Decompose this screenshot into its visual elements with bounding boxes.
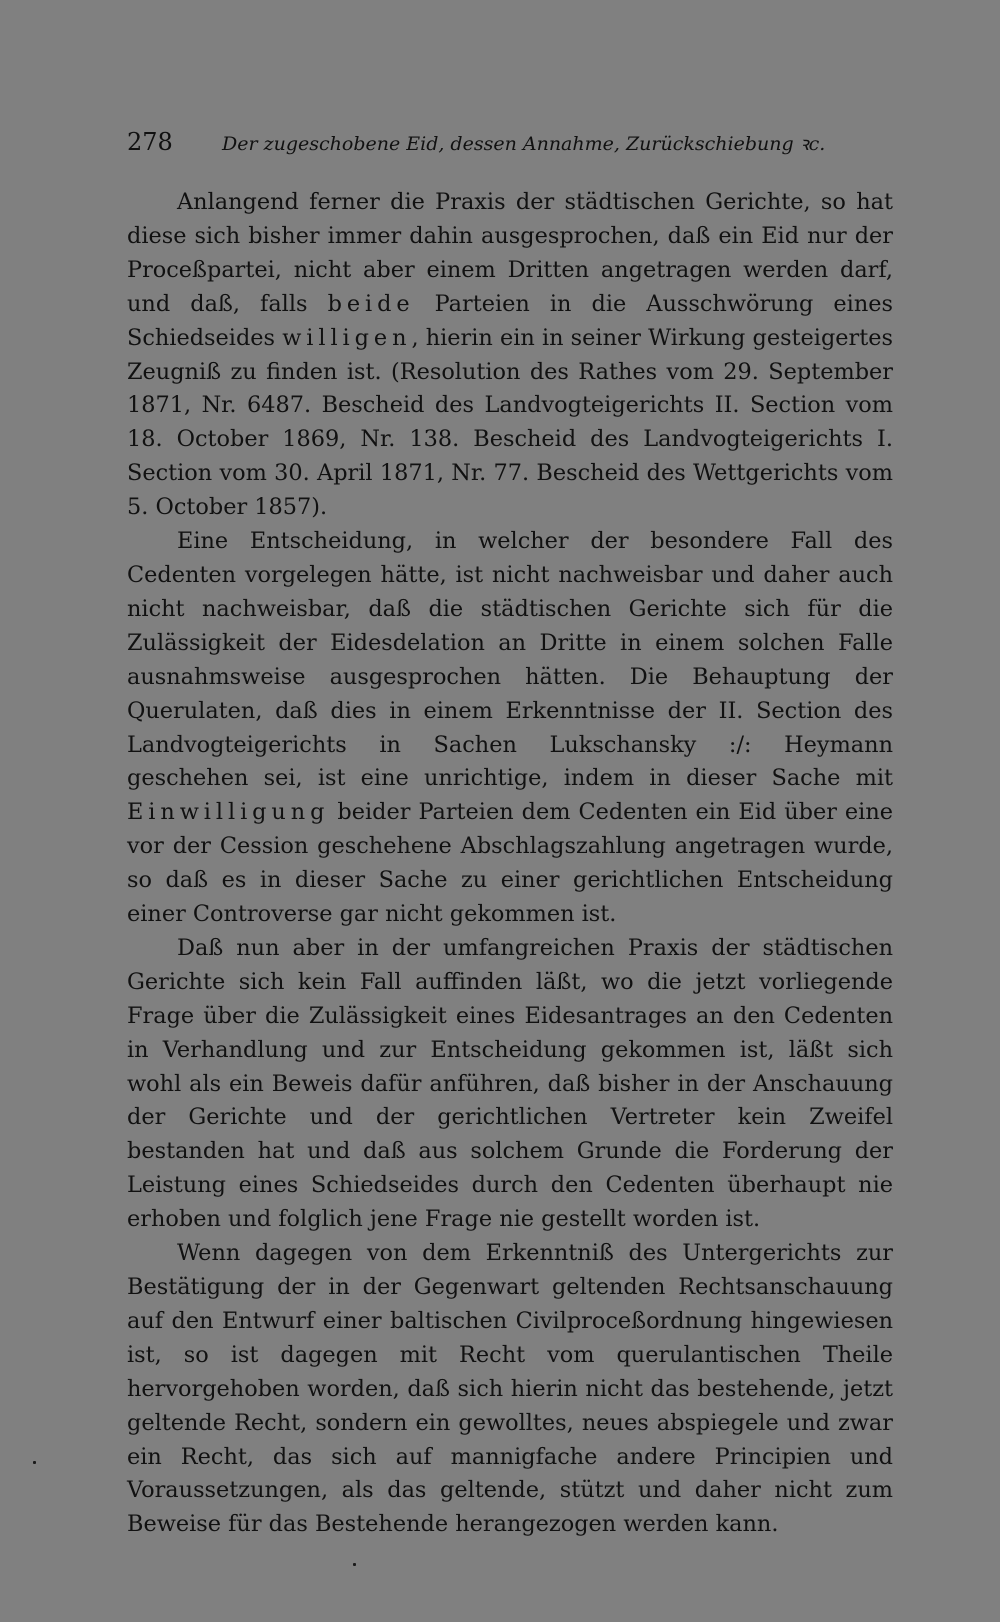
paragraph-4: Wenn dagegen von dem Erkenntniß des Untergerichts zur Bestätigung der in der Gegenwart geltenden Rechtsanschauung auf den Entwurf einer baltischen Civilproceßordnung hingewiesen ist, so ist dagegen mit Recht vom querulantischen Theile hervorgehoben worden, daß sich hierin nicht das bestehende, jetzt geltende Recht, sondern ein gewolltes, neues abspiegele und zwar ein Recht, das sich auf mannigfache andere Principien und Voraussetzungen, als das geltende, stützt und daher nicht zum Beweise für das Bestehende herangezogen werden kann. bbox=[127, 1240, 893, 1538]
paragraph-1 bbox=[127, 186, 893, 525]
paragraph-2 bbox=[127, 525, 893, 932]
page-number: 278 bbox=[127, 128, 173, 156]
paragraph-2-part-a: Eine Entscheidung, in welcher der besondere Fall des Cedenten vorgelegen hätte, ist nicht nachweisbar und daher auch nicht nachweisbar, daß die städtischen Gerichte sich für die Zulässigkeit der Eidesdelation an Dritte in einem solchen Falle ausnahmsweise ausgesprochen hätten. Die Behauptung der Querulaten, daß dies in einem Erkenntnisse der II. Section des Landvogteigerichts in Sachen Lukschansky :/: Heymann geschehen sei, ist eine unrichtige, indem in dieser Sache mit bbox=[127, 528, 893, 792]
emphasis-einwilligung: Einwilligung bbox=[127, 799, 330, 826]
paragraph-3: Daß nun aber in der umfangreichen Praxis der städtischen Gerichte sich kein Fall auffinden läßt, wo die jetzt vorliegende Frage über die Zulässigkeit eines Eidesantrages an den Cedenten in Verhandlung und zur Entscheidung gekommen ist, läßt sich wohl als ein Beweis dafür anführen, daß bisher in der Anschauung der Gerichte und der gerichtlichen Vertreter kein Zweifel bestanden hat und daß aus solchem Grunde die Forderung der Leistung eines Schiedseides durch den Cedenten überhaupt nie erhoben und folglich jene Frage nie gestellt worden ist. bbox=[127, 934, 893, 1233]
emphasis-beide: beide bbox=[327, 290, 415, 317]
scan-speck bbox=[33, 1461, 36, 1464]
paragraph-1-part-c: Parteien in die Ausschwörung eines Schiedseides bbox=[127, 290, 893, 351]
emphasis-willigen: willigen bbox=[282, 324, 412, 351]
paragraph-1-part-a: Anlangend ferner die Praxis der städtischen Gerichte, so hat diese sich bisher immer dahin ausgesprochen, daß ein Eid nur der Proceßpartei, nicht aber einem Dritten angetragen werden darf, und daß, falls bbox=[127, 189, 893, 317]
page-header bbox=[127, 128, 893, 168]
body-text bbox=[127, 186, 893, 1542]
running-head: Der zugeschobene Eid, dessen Annahme, Zurückschiebung ꝛc. bbox=[222, 133, 826, 155]
paragraph-1-part-e: , hierin ein in seiner Wirkung gesteigertes Zeugniß zu finden ist. (Resolution des Rathes vom 29. September 1871, Nr. 6487. Bescheid des Landvogteigerichts II. Section vom 18. October 1869, Nr. 138. Bescheid des Landvogteigerichts I. Section vom 30. April 1871, Nr. 77. Bescheid des Wettgerichts vom 5. October 1857). bbox=[127, 324, 893, 521]
paragraph-2-part-c: beider Parteien dem Cedenten ein Eid über eine vor der Cession geschehene Abschlagszahlung angetragen wurde, so daß es in dieser Sache zu einer gerichtlichen Entscheidung einer Controverse gar nicht gekommen ist. bbox=[127, 799, 893, 928]
scan-speck bbox=[353, 1563, 356, 1566]
